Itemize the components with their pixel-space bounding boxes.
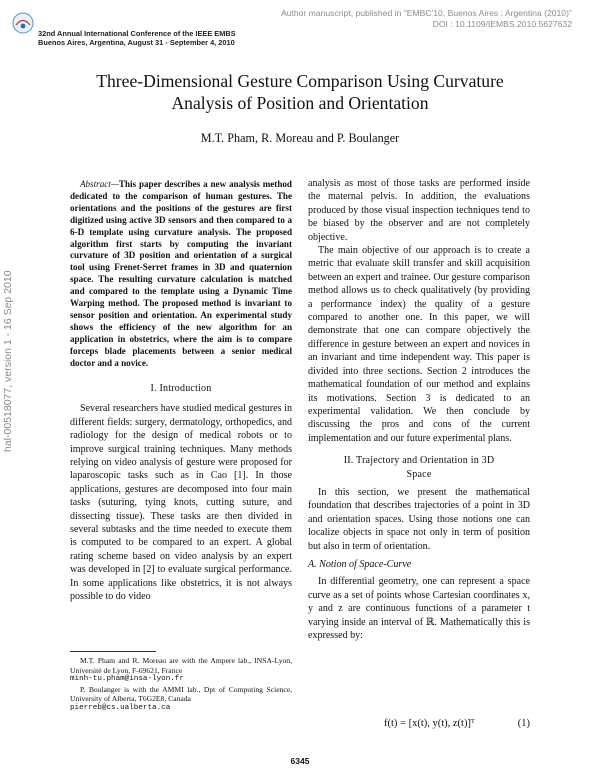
right-column <box>308 177 530 642</box>
paragraph: The main objective of our approach is to create a metric that evaluate skill transfer and skill acquisition between an expert and trainee. Our gesture comparison method allows us to check qualitatively (by providing a performance index) the quality of a gesture compared to another one. In this paper, we will demonstrate that one can compare objectively the difference in gesture between an expert and novices in an invariant and time independent way. This paper is divided into three sections. Section 2 introduces the mathematical foundation of our method and explains its motivations. Section 3 is dedicated to an experimental validation. We then conclude by discussing the pros and cons of the current implementation and our future experimental plans. <box>308 245 530 444</box>
footnote: P. Boulanger is with the AMMI lab., Dpt of Computing Science, University of Alberta, T6G2E8, Canada <box>70 684 292 704</box>
conference-info <box>38 29 236 47</box>
title-line: Analysis of Position and Orientation <box>171 93 429 113</box>
doi-line: DOI : 10.1109/IEMBS.2010.5627632 <box>432 19 572 29</box>
abstract-text: This paper describes a new analysis method dedicated to the comparison of human gestures. The orientations and the positions of the gestures are first digitized using active 3D sensors and then compared to a 6-D template using curvature analysis. The proposed algorithm first starts by computing the invariant curvature of 3D position and orientation of a surgical tool using Frenet-Serret frames in 3D and quaternion space. The resulting curvature calculation is matched and compared to the template using a Dynamic Time Warping method. The proposed method is invariant to sensor position and orientation. An experimental study shows the efficiency of the new algorithm for an application in obstetrics, where the aim is to compare forceps blade placements between a senior medical doctor and a novice. <box>70 179 292 368</box>
paper-title <box>60 70 540 114</box>
paragraph: analysis as most of those tasks are performed inside the maternal pelvis. In addition, the evaluations produced by those visual inspection techniques tend to be biased by the observer and are not completely objective. <box>308 178 530 243</box>
page-number: 6345 <box>290 756 310 766</box>
hal-stamp: hal-00518077, version 1 - 16 Sep 2010 <box>2 270 14 452</box>
section-heading <box>308 454 530 481</box>
footnote: M.T. Pham and R. Moreau are with the Ampere lab., INSA-Lyon, Université de Lyon, F-69621, France <box>70 656 292 675</box>
equation-number: (1) <box>517 718 530 729</box>
authors: M.T. Pham, R. Moreau and P. Boulanger <box>200 131 400 145</box>
footnotes <box>70 656 292 714</box>
paragraph: In differential geometry, one can represent a space curve as a set of points whose Cartesian coordinates x, y and z are continuous functions of a parameter t varying inside an interval of ℝ. Mathematically this is expressed by: <box>308 576 530 641</box>
paragraph: In this section, we present the mathematical foundation that describes trajectories of a point in 3D and orientation spaces. Using those notions one can localize objects in space not only in term of position but also in term of orientation. <box>308 486 530 552</box>
paragraph: Several researchers have studied medical gestures in different fields: surgery, dermatology, orthopedics, and radiology for the design of medical robots or to improve surgical training techniques. Many methods relying on video analysis of gesture were proposed for laparoscopic tasks such as in Cao [1]. In those applications, gestures are decomposed into four main tasks (suturing, tying knots, cutting suture, and dissecting tissue). These tasks are then divided in several subtasks and the time needed to execute them is computed to be compared to an expert. A global rating scheme based on video analysis by an expert was developed in [2] to evaluate surgical performance. In some applications like obstetrics, it is not always possible to do video <box>70 403 292 603</box>
manuscript-line: Author manuscript, published in "EMBC'10, Buenos Aires : Argentina (2010)" <box>280 8 572 18</box>
abstract-label: Abstract— <box>80 179 119 189</box>
equation: f(t) = [x(t), y(t), z(t)]ᵀ <box>384 718 475 729</box>
section-heading: I. Introduction <box>150 383 212 394</box>
abstract <box>70 179 292 370</box>
heading-line: II. Trajectory and Orientation in 3D <box>343 455 495 467</box>
footnote-email: pierreb@cs.ualberta.ca <box>70 703 171 712</box>
footnote-email: minh-tu.pham@insa-lyon.fr <box>70 675 184 684</box>
conference-logo-icon <box>12 12 34 34</box>
section-introduction <box>70 382 292 604</box>
title-line: Three-Dimensional Gesture Comparison Using Curvature <box>96 71 504 91</box>
conference-location: Buenos Aires, Argentina, August 31 - September 4, 2010 <box>38 38 235 47</box>
subsection-heading: A. Notion of Space-Curve <box>308 558 412 570</box>
heading-line: Space <box>406 468 432 480</box>
footnote-rule <box>70 651 156 652</box>
manuscript-notice <box>192 8 572 30</box>
conference-name: 32nd Annual International Conference of the IEEE EMBS <box>38 29 236 38</box>
